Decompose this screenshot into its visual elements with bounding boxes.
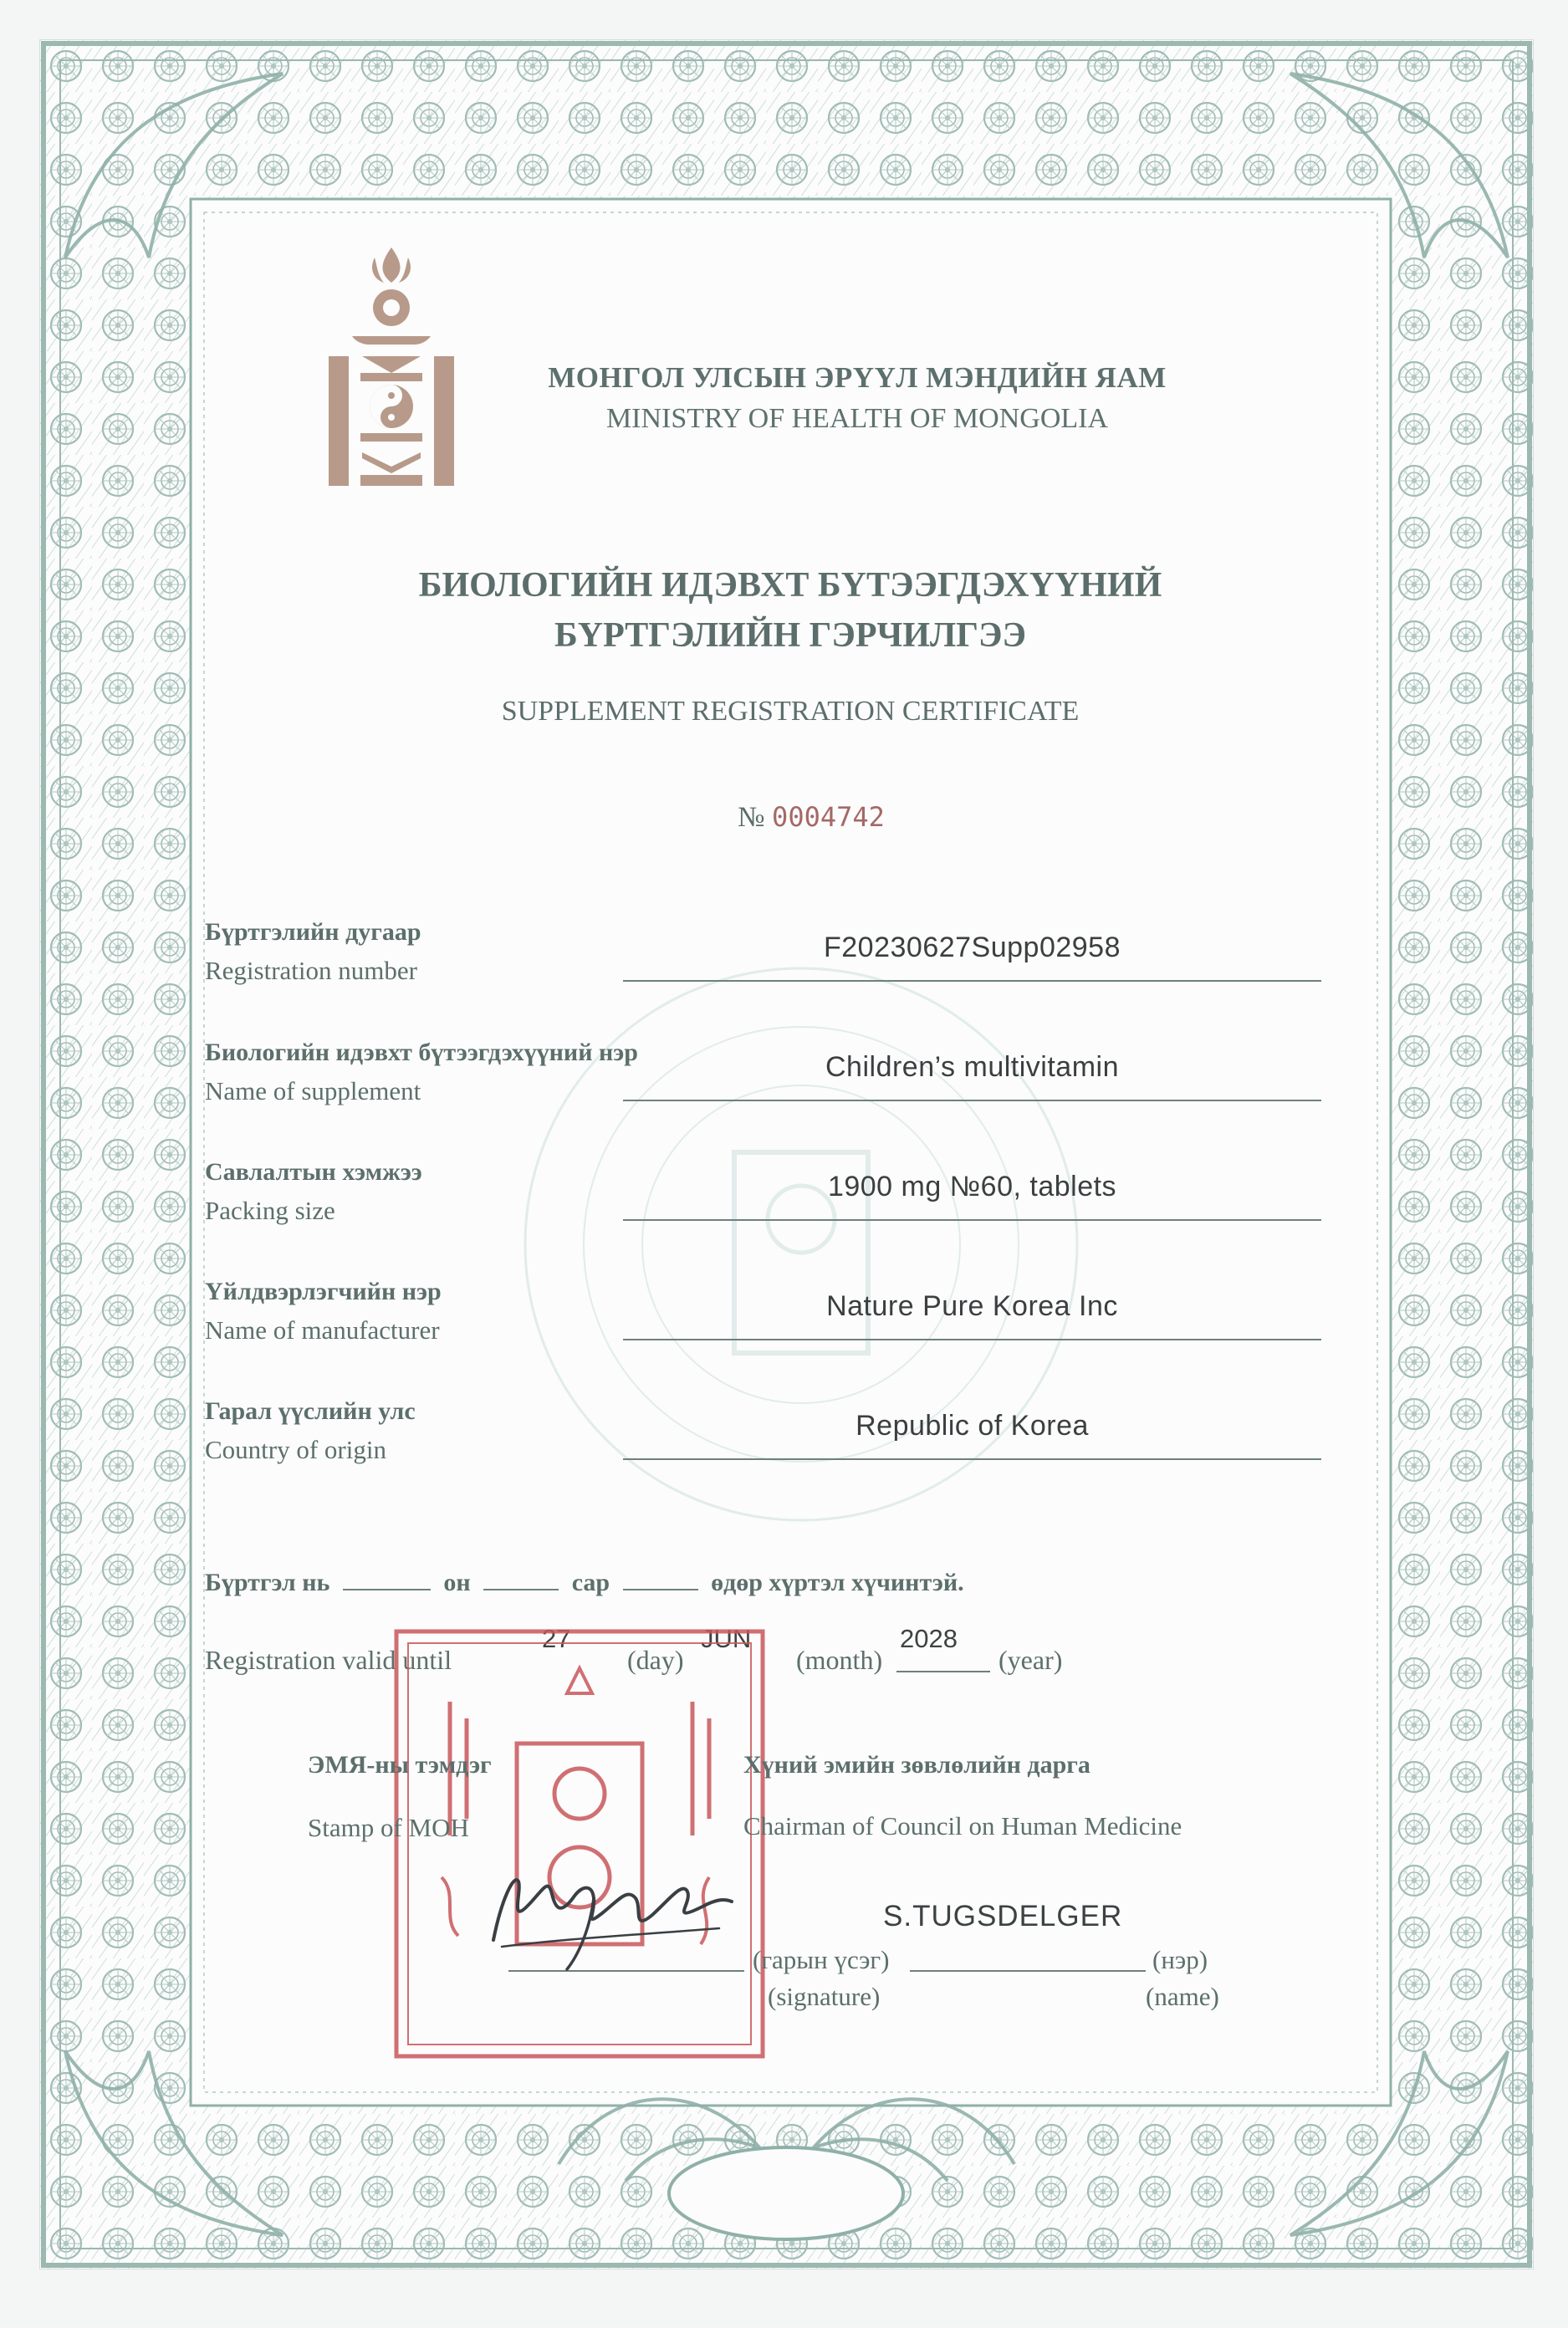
field-label-mn: Бүртгэлийн дугаар	[205, 918, 421, 946]
blank-line	[623, 1589, 698, 1590]
valid-day-value: 27	[542, 1624, 571, 1653]
valid-month-value: JUN	[701, 1624, 752, 1653]
supplement-name-value: Children’s multivitamin	[825, 1051, 1119, 1083]
field-underline	[623, 1339, 1321, 1340]
signature-label-en: (signature)	[768, 1982, 881, 2011]
watermark-emblem	[508, 943, 1094, 1545]
ministry-name-mn: МОНГОЛ УЛСЫН ЭРҮҮЛ МЭНДИЙН ЯАМ	[548, 361, 1167, 394]
validity-month-word-mn: сар	[571, 1569, 610, 1596]
certificate-title-en: SUPPLEMENT REGISTRATION CERTIFICATE	[501, 696, 1080, 727]
stamp-label-en: Stamp of MOH	[308, 1813, 469, 1842]
field-label-mn: Савлалтын хэмжээ	[205, 1158, 422, 1186]
validity-year-word-mn: он	[443, 1569, 471, 1596]
field-underline	[623, 1458, 1321, 1460]
validity-prefix-mn: Бүртгэл нь	[205, 1569, 330, 1596]
certificate-number	[686, 801, 937, 834]
packing-size-value: 1900 mg №60, tablets	[827, 1171, 1117, 1202]
name-label-en: (name)	[1146, 1982, 1219, 2011]
title-line-2: БҮРТГЭЛИЙН ГЭРЧИЛГЭЭ	[554, 616, 1026, 655]
stamp-label-mn: ЭМЯ-ны тэмдэг	[308, 1751, 492, 1779]
handwritten-signature	[468, 1848, 736, 1973]
registration-number-value: F20230627Supp02958	[824, 932, 1121, 963]
field-label-mn: Гарал үүслийн улс	[205, 1397, 416, 1425]
validity-prefix-en: Registration valid until	[205, 1645, 452, 1675]
manufacturer-name-value: Nature Pure Korea Inc	[826, 1290, 1118, 1322]
field-underline	[623, 1100, 1321, 1101]
blank-line	[483, 1589, 559, 1590]
day-label: (day)	[627, 1645, 684, 1675]
month-label: (month)	[796, 1645, 883, 1675]
name-line	[910, 1970, 1146, 1972]
certificate-title-mn	[293, 560, 1288, 661]
signatory-title-en: Chairman of Council on Human Medicine	[743, 1811, 1182, 1840]
signature-label-mn: (гарын үсэг)	[753, 1945, 890, 1974]
field-label-en: Registration number	[205, 956, 417, 985]
title-line-1: БИОЛОГИЙН ИДЭВХТ БҮТЭЭГДЭХҮҮНИЙ	[418, 566, 1162, 605]
soyombo-emblem-icon	[329, 248, 454, 486]
ministry-name-en: MINISTRY OF HEALTH OF MONGOLIA	[605, 403, 1109, 434]
signatory-name: S.TUGSDELGER	[883, 1900, 1123, 1932]
year-label: (year)	[999, 1645, 1063, 1675]
number-symbol: №	[738, 802, 765, 833]
field-label-mn: Биологийн идэвхт бүтээгдэхүүний нэр	[205, 1039, 638, 1066]
country-of-origin-value: Republic of Korea	[856, 1410, 1089, 1442]
field-underline	[623, 980, 1321, 982]
blank-line	[343, 1589, 431, 1590]
signatory-title-mn: Хүний эмийн зөвлөлийн дарга	[743, 1751, 1090, 1779]
field-label-en: Country of origin	[205, 1435, 386, 1464]
field-label-en: Name of manufacturer	[205, 1315, 440, 1345]
field-label-en: Packing size	[205, 1196, 335, 1225]
field-label-mn: Үйлдвэрлэгчийн нэр	[205, 1278, 442, 1305]
validity-suffix-mn: өдөр хүртэл хүчинтэй.	[711, 1569, 964, 1596]
year-underline	[896, 1671, 990, 1672]
valid-year-value: 2028	[900, 1624, 958, 1653]
field-underline	[623, 1219, 1321, 1221]
field-label-en: Name of supplement	[205, 1076, 421, 1105]
official-stamp	[391, 1626, 768, 2061]
validity-statement-mn	[205, 1569, 1125, 1597]
certificate-number-value: 0004742	[772, 801, 885, 833]
name-label-mn: (нэр)	[1152, 1945, 1208, 1974]
